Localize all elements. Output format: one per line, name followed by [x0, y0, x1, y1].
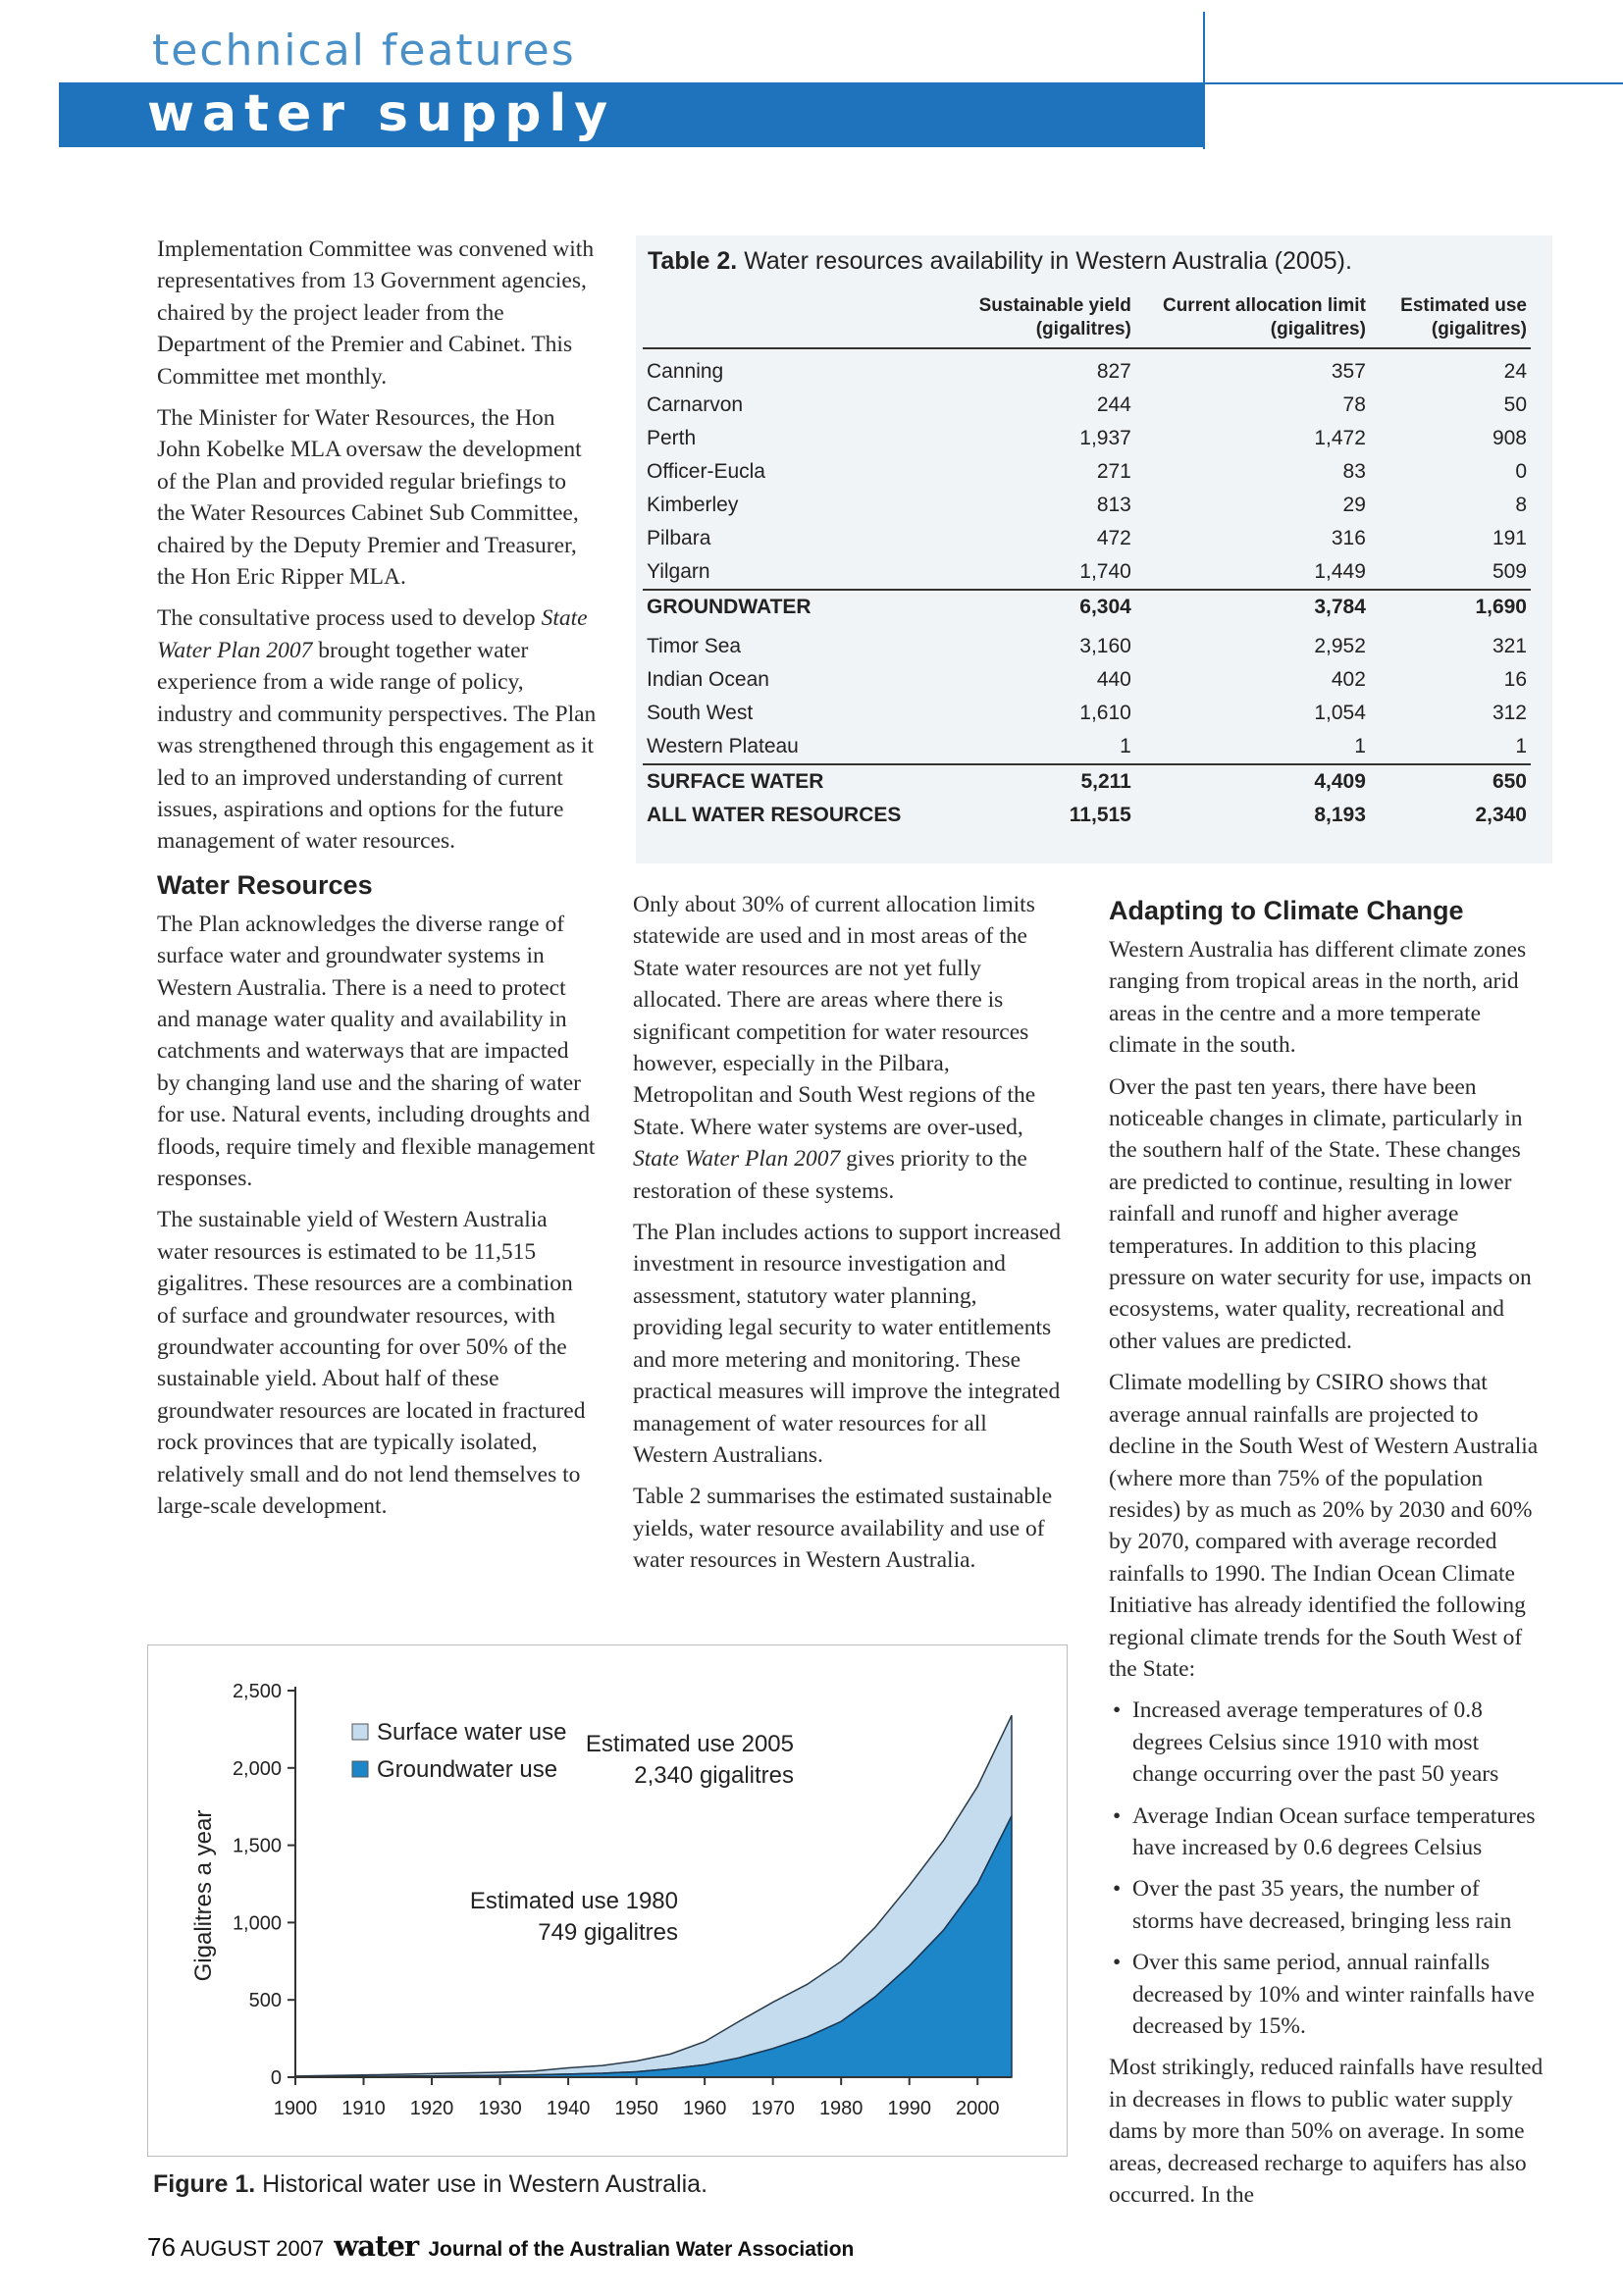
table-row	[643, 422, 1531, 455]
table-cell: 8	[1515, 494, 1527, 516]
paragraph: Western Australia has different climate zones ranging from tropical areas in the north, arid areas in the centre and a more temperate climate in the south.	[1109, 937, 1527, 1059]
table-cell: 1,690	[1370, 590, 1531, 624]
table-cell: 2,340	[1475, 804, 1527, 826]
table-cell: 8,193	[1314, 804, 1366, 826]
issue-date: AUGUST 2007	[180, 2236, 325, 2261]
table-cell: 1,054	[1314, 702, 1366, 724]
y-tick-label: 2,500	[232, 1681, 282, 1702]
paragraph: Climate modelling by CSIRO shows that average annual rainfalls are projected to decline in the South West of Western Australia (where more than 75% of the population resides) by as much as 20% by 2030 and 60% by 2070, compared with average recorded rainfalls to 1990. The Indian Ocean Climate Initiative has already identified the following regional climate trends for the South West of the State:	[1109, 1370, 1539, 1682]
figure-label: Figure 1.	[153, 2170, 256, 2198]
row-label: South West	[647, 702, 754, 724]
italic-title: State Water Plan 2007	[157, 605, 588, 663]
bullet-item: • Over this same period, annual rainfalls decreased by 10% and winter rainfalls have decreased by 15%.	[1109, 1947, 1546, 2042]
row-label: SURFACE WATER	[643, 764, 937, 799]
table-cell: 83	[1342, 460, 1366, 483]
table-cell: 5,211	[937, 764, 1135, 799]
annotation-1980-value: 749 gigalitres	[538, 1919, 678, 1946]
page-title: water supply	[147, 84, 616, 143]
row-label: Indian Ocean	[647, 668, 769, 691]
table-caption	[648, 247, 1352, 276]
table-row	[643, 389, 1531, 422]
table-cell: 3,160	[1079, 635, 1131, 657]
table-cell: 357	[1331, 360, 1366, 383]
water-use-chart	[148, 1645, 1067, 2156]
paragraph	[633, 889, 1065, 1207]
row-label: Pilbara	[647, 527, 711, 549]
y-tick-label: 2,000	[232, 1757, 282, 1780]
table-cell: 1	[1354, 735, 1366, 757]
x-tick-label: 1980	[818, 2098, 864, 2119]
row-label: Timor Sea	[647, 635, 742, 657]
row-label: Perth	[647, 427, 697, 449]
x-tick-label: 1910	[341, 2098, 386, 2119]
legend-label-surface: Surface water use	[377, 1719, 567, 1746]
row-label: ALL WATER RESOURCES	[647, 804, 902, 826]
table-row	[643, 697, 1531, 730]
table-label: Table 2.	[648, 247, 738, 275]
y-tick-label: 0	[270, 2067, 282, 2089]
row-label: Kimberley	[647, 494, 739, 516]
table-cell: 78	[1342, 393, 1366, 416]
water-resources-table	[643, 294, 1531, 832]
table-cell: 1,472	[1314, 427, 1366, 449]
legend-swatch-ground	[352, 1761, 368, 1777]
row-label: Yilgarn	[647, 560, 710, 583]
table-cell: 191	[1492, 527, 1527, 549]
y-tick-label: 1,500	[232, 1835, 282, 1857]
italic-title: State Water Plan 2007	[633, 1146, 841, 1173]
table-cell: 1	[1515, 735, 1527, 757]
bullet-item: • Over the past 35 years, the number of storms have decreased, bringing less rain	[1109, 1873, 1546, 1937]
table-header-row	[643, 294, 1531, 348]
table-cell: 472	[1096, 527, 1131, 549]
legend-label-ground: Groundwater use	[377, 1756, 558, 1783]
x-tick-label: 1940	[546, 2098, 591, 2119]
table-cell: 908	[1492, 427, 1527, 449]
table-cell: 271	[1096, 460, 1131, 483]
table-cell: 2,952	[1314, 635, 1366, 657]
table-cell: 440	[1096, 668, 1131, 691]
figure-caption-text: Historical water use in Western Australia.	[255, 2170, 708, 2198]
table-cell: 16	[1503, 668, 1527, 691]
y-tick-label: 1,000	[232, 1912, 282, 1935]
row-label: Officer-Eucla	[647, 460, 765, 483]
row-label: Carnarvon	[647, 393, 744, 416]
column-header: Sustainable yield (gigalitres)	[937, 294, 1135, 348]
table-cell: 509	[1492, 560, 1527, 583]
table-caption-text: Water resources availability in Western Australia (2005).	[737, 247, 1352, 275]
row-label: GROUNDWATER	[643, 590, 937, 624]
table-row	[643, 455, 1531, 489]
y-tick-label: 500	[248, 1990, 282, 2012]
section-heading: Water Resources	[157, 869, 373, 900]
x-tick-label: 1920	[409, 2098, 454, 2119]
table-row	[643, 522, 1531, 555]
text-run: Only about 30% of current allocation limits statewide are used and in most areas of the State water resources are not yet fully allocated. There are areas where there is significant competition for water resources however, especially in the Pilbara, Metropolitan and South West regions of the State. Where water systems are over-used,	[633, 892, 1036, 1140]
paragraph: The Minister for Water Resources, the Hon John Kobelke MLA oversaw the development of the Plan and provided regular briefings to the Water Resources Cabinet Sub Committee, chaired by the Deputy Premier and Treasurer, the Hon Eric Ripper MLA.	[157, 405, 582, 591]
table-cell: 827	[1096, 360, 1131, 383]
column-header: Estimated use (gigalitres)	[1370, 294, 1531, 348]
column-2	[633, 889, 1065, 1587]
table-row	[643, 590, 1531, 624]
x-tick-label: 1900	[273, 2098, 318, 2119]
header-divider-vertical	[1203, 12, 1205, 149]
x-tick-label: 2000	[955, 2098, 1000, 2119]
section-title: technical features	[152, 26, 576, 76]
table-cell: 402	[1331, 668, 1366, 691]
legend-swatch-surface	[352, 1724, 368, 1740]
annotation-1980-title: Estimated use 1980	[469, 1888, 678, 1914]
x-tick-label: 1970	[751, 2098, 795, 2119]
table-cell: 6,304	[937, 590, 1135, 624]
paragraph: Table 2 summarises the estimated sustainable yields, water resource availability and use of water resources in Western Australia.	[633, 1484, 1053, 1574]
table-cell: 24	[1503, 360, 1527, 383]
bullet-item: • Average Indian Ocean surface temperatures have increased by 0.6 degrees Celsius	[1109, 1800, 1546, 1864]
table-cell: 1,610	[1079, 702, 1131, 724]
bullet-item: • Increased average temperatures of 0.8 degrees Celsius since 1910 with most change occurring over the past 50 years	[1109, 1695, 1546, 1790]
paragraph: Most strikingly, reduced rainfalls have resulted in decreases in flows to public water supply dams by more than 50% on average. In some areas, decreased recharge to aquifers has also occurred. In the	[1109, 2055, 1544, 2209]
table-row	[643, 764, 1531, 799]
annotation-2005-title: Estimated use 2005	[585, 1731, 794, 1757]
text-run: The consultative process used to develop	[157, 605, 542, 632]
figure-caption	[153, 2170, 707, 2199]
table-cell: 29	[1342, 494, 1366, 516]
table-cell: 1,937	[1079, 427, 1131, 449]
x-tick-label: 1960	[682, 2098, 727, 2119]
figure-frame	[147, 1644, 1068, 2157]
paragraph	[157, 602, 597, 857]
table-cell: 321	[1492, 635, 1527, 657]
text-run: brought together water experience from a wide range of policy, industry and community perspectives. The Plan was strengthened through this engagement as it led to an improved understanding of current issues, aspirations and options for the future management of water resources.	[157, 637, 597, 855]
column-3	[1109, 889, 1546, 2220]
header-divider-horizontal	[1203, 82, 1623, 84]
row-label: Western Plateau	[647, 735, 799, 757]
paragraph: The sustainable yield of Western Australia water resources is estimated to be 11,515 gigalitres. These resources are a combination of surface and groundwater resources, with groundwater accounting for over 50% of the sustainable yield. About half of these groundwater resources are located in fractured rock provinces that are typically isolated, relatively small and do not lend themselves to large-scale development.	[157, 1207, 586, 1520]
x-tick-label: 1990	[887, 2098, 931, 2119]
table-cell: 3,784	[1135, 590, 1370, 624]
paragraph: The Plan includes actions to support increased investment in resource investigation and assessment, statutory water planning, providing legal security to water entitlements and more metering and monitoring. These practical measures will improve the integrated management of water resources for all Western Australians.	[633, 1220, 1061, 1468]
paragraph: Implementation Committee was convened with representatives from 13 Government agencies, chaired by the project leader from the Department of the Premier and Cabinet. This Committee met monthly.	[157, 236, 595, 390]
table-row	[643, 730, 1531, 764]
table-row	[643, 663, 1531, 697]
table-cell: 1	[1120, 735, 1131, 757]
table-cell: 11,515	[1069, 804, 1131, 826]
text-run: gives priority to the restoration of these systems.	[633, 1146, 1027, 1204]
table-row	[643, 799, 1531, 832]
table-row	[643, 489, 1531, 522]
page-number: 76	[147, 2232, 176, 2262]
row-label: Canning	[647, 360, 724, 383]
table-cell: 316	[1331, 527, 1366, 549]
table-row	[643, 348, 1531, 389]
column-header	[643, 294, 937, 348]
paragraph: Over the past ten years, there have been noticeable changes in climate, particularly in the southern half of the State. These changes are predicted to continue, resulting in lower rainfall and runoff and higher average temperatures. In addition to this placing pressure on water security for use, impacts on ecosystems, water quality, recreational and other values are predicted.	[1109, 1073, 1532, 1354]
water-logo: water	[334, 2229, 419, 2263]
table-cell: 1,449	[1314, 560, 1366, 583]
table-cell: 650	[1370, 764, 1531, 799]
table-row	[643, 624, 1531, 663]
journal-name: Journal of the Australian Water Association	[428, 2238, 855, 2261]
annotation-2005-value: 2,340 gigalitres	[634, 1762, 794, 1789]
table-cell: 813	[1096, 494, 1131, 516]
column-header: Current allocation limit (gigalitres)	[1135, 294, 1370, 348]
table-cell: 4,409	[1135, 764, 1370, 799]
table-cell: 50	[1503, 393, 1527, 416]
paragraph: The Plan acknowledges the diverse range of surface water and groundwater systems in Western Australia. There is a need to protect and manage water quality and availability in catchments and waterways that are impacted by changing land use and the sharing of water for use. Natural events, including droughts and floods, require timely and flexible management responses.	[157, 911, 596, 1191]
table-cell: 1,740	[1079, 560, 1131, 583]
y-axis-label: Gigalitres a year	[190, 1809, 217, 1982]
table-cell: 312	[1492, 702, 1527, 724]
table-cell: 244	[1096, 393, 1131, 416]
page-footer	[147, 2229, 854, 2263]
x-tick-label: 1950	[614, 2098, 658, 2119]
column-1	[157, 234, 597, 1532]
table-row	[643, 555, 1531, 590]
section-heading: Adapting to Climate Change	[1109, 896, 1464, 925]
bullet-list	[1109, 1695, 1546, 2042]
x-tick-label: 1930	[478, 2098, 522, 2119]
table-cell: 0	[1515, 460, 1527, 483]
